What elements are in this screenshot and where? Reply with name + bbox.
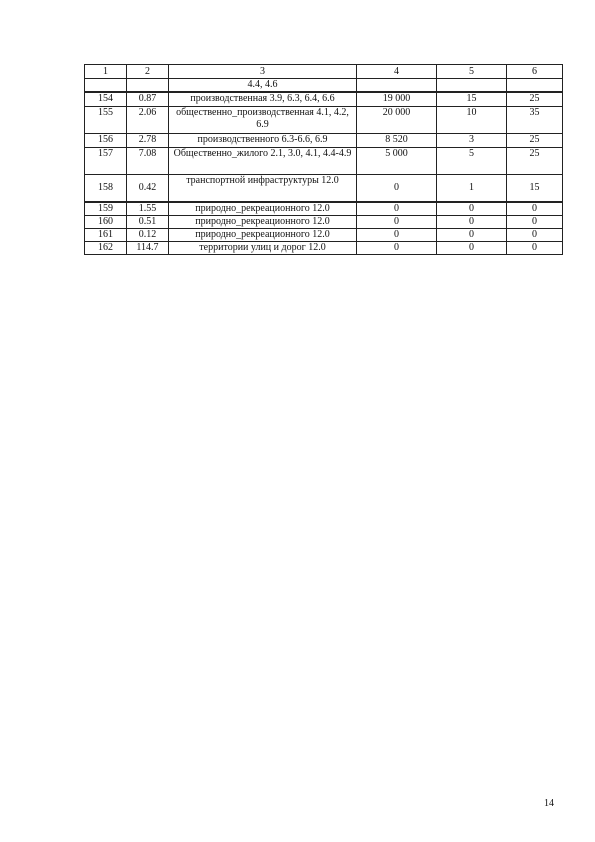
table-cell: 0 bbox=[357, 216, 437, 229]
table-cell: природно_рекреационного 12.0 bbox=[169, 216, 357, 229]
table-cell: 159 bbox=[85, 202, 127, 216]
table-cell: 2.06 bbox=[127, 107, 169, 134]
table-cell: 1 bbox=[437, 175, 507, 203]
table-cell: природно_рекреационного 12.0 bbox=[169, 229, 357, 242]
table-cell: 25 bbox=[507, 92, 563, 107]
table-cell: 154 bbox=[85, 92, 127, 107]
table-cell: 1.55 bbox=[127, 202, 169, 216]
table-cell: 0 bbox=[357, 175, 437, 203]
table-cell: 19 000 bbox=[357, 92, 437, 107]
table-row bbox=[85, 148, 563, 175]
table-cell: 162 bbox=[85, 242, 127, 255]
table-cell: природно_рекреационного 12.0 bbox=[169, 202, 357, 216]
table-cell: транспортной инфраструктуры 12.0 bbox=[169, 175, 357, 203]
column-header: 1 bbox=[85, 65, 127, 79]
table-row bbox=[85, 92, 563, 107]
page-number: 14 bbox=[544, 798, 554, 809]
table-cell: 160 bbox=[85, 216, 127, 229]
table-cell: 0 bbox=[507, 242, 563, 255]
table-cell: Общественно_жилого 2.1, 3.0, 4.1, 4.4-4.9 bbox=[169, 148, 357, 175]
table-cell: 25 bbox=[507, 134, 563, 148]
table-cell: 0 bbox=[437, 242, 507, 255]
table-cell: 7.08 bbox=[127, 148, 169, 175]
table-cell bbox=[507, 79, 563, 93]
table-cell bbox=[357, 79, 437, 93]
table-cell: 20 000 bbox=[357, 107, 437, 134]
table-cell: 0 bbox=[357, 242, 437, 255]
table-cell: 0.51 bbox=[127, 216, 169, 229]
table-cell: 0 bbox=[357, 229, 437, 242]
table-row bbox=[85, 107, 563, 134]
table-cell: 25 bbox=[507, 148, 563, 175]
table-cell: территории улиц и дорог 12.0 bbox=[169, 242, 357, 255]
table-cell: 15 bbox=[437, 92, 507, 107]
column-header: 2 bbox=[127, 65, 169, 79]
header-row bbox=[85, 65, 563, 79]
table-row bbox=[85, 242, 563, 255]
column-header: 6 bbox=[507, 65, 563, 79]
table-row bbox=[85, 79, 563, 93]
table-cell: 0 bbox=[357, 202, 437, 216]
table-cell: 161 bbox=[85, 229, 127, 242]
table-cell: 2.78 bbox=[127, 134, 169, 148]
table-cell: 35 bbox=[507, 107, 563, 134]
table-cell: производственная 3.9, 6.3, 6.4, 6.6 bbox=[169, 92, 357, 107]
data-table bbox=[84, 64, 563, 255]
table-row bbox=[85, 134, 563, 148]
column-header: 3 bbox=[169, 65, 357, 79]
table-cell: 5 000 bbox=[357, 148, 437, 175]
table-cell: 0 bbox=[507, 229, 563, 242]
table-cell bbox=[437, 79, 507, 93]
table-cell: 0 bbox=[437, 202, 507, 216]
table-cell: 157 bbox=[85, 148, 127, 175]
table-row bbox=[85, 216, 563, 229]
table-cell: 8 520 bbox=[357, 134, 437, 148]
table-row bbox=[85, 229, 563, 242]
column-header: 4 bbox=[357, 65, 437, 79]
table-cell: 0 bbox=[507, 202, 563, 216]
table-cell: 3 bbox=[437, 134, 507, 148]
table-cell: 0 bbox=[507, 216, 563, 229]
table-cell: 10 bbox=[437, 107, 507, 134]
table-cell: 158 bbox=[85, 175, 127, 203]
table-cell: 0.12 bbox=[127, 229, 169, 242]
column-header: 5 bbox=[437, 65, 507, 79]
table-row bbox=[85, 202, 563, 216]
table-cell bbox=[85, 79, 127, 93]
table-cell: 156 bbox=[85, 134, 127, 148]
table-cell: производственного 6.3-6.6, 6.9 bbox=[169, 134, 357, 148]
table-cell: 155 bbox=[85, 107, 127, 134]
table-cell: 114.7 bbox=[127, 242, 169, 255]
table-cell: 0 bbox=[437, 216, 507, 229]
table-row bbox=[85, 175, 563, 203]
table-cell: 0 bbox=[437, 229, 507, 242]
table-cell: 5 bbox=[437, 148, 507, 175]
table-cell: 4.4, 4.6 bbox=[169, 79, 357, 93]
table-cell: 15 bbox=[507, 175, 563, 203]
table-cell: общественно_производственная 4.1, 4.2, 6.9 bbox=[169, 107, 357, 134]
table-cell: 0.87 bbox=[127, 92, 169, 107]
table-cell bbox=[127, 79, 169, 93]
table-cell: 0.42 bbox=[127, 175, 169, 203]
